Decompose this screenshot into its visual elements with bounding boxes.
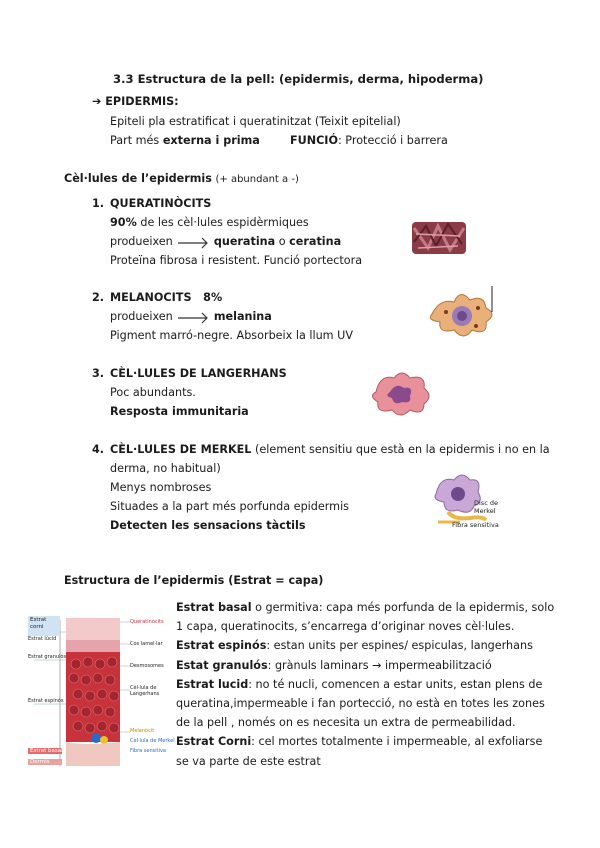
item-1-num: 1. xyxy=(92,197,105,210)
item-2-line3: Pigment marró-negre. Absorbeix la llum UV xyxy=(110,329,353,342)
item-1-line2 xyxy=(110,235,341,249)
label-lucid: Estrat lúcid xyxy=(28,636,57,642)
item-1-queratina: queratina xyxy=(213,235,276,248)
page-title: 3.3 Estructura de la pell: (epidermis, derma, hipoderma) xyxy=(113,72,484,86)
label-desmosomes: Desmosomes xyxy=(130,663,164,669)
arrow-icon: ➔ xyxy=(92,95,102,108)
label-merkel: Cèl·lula de Merkel xyxy=(130,738,175,744)
item-1-o: o xyxy=(275,235,290,248)
label-estrat-corni-1: Estrat xyxy=(30,617,47,623)
item-4-num: 4. xyxy=(92,443,105,456)
layer-granulos-text: : grànuls laminars → impermeabilització xyxy=(267,658,492,672)
label-basal: Estrat basal xyxy=(30,748,63,754)
epidermis-heading: EPIDERMIS: xyxy=(105,95,179,108)
layer-granulos-name: Estat granulós xyxy=(176,658,268,672)
layer-espinos-name: Estrat espinós xyxy=(176,639,267,653)
epidermis-funcio xyxy=(290,134,448,147)
item-1-line1 xyxy=(110,216,309,229)
layer-basal-text: o germitiva: capa més porfunda de la epidermis, solo 1 capa, queratinocits, s’encarrega d’originar noves cèl·lules. xyxy=(176,601,555,634)
layer-descriptions xyxy=(176,598,556,771)
arrow-right-icon xyxy=(176,235,210,249)
epidermis-heading-row xyxy=(92,95,179,108)
label-estrat-corni-2: corni xyxy=(30,624,44,630)
arrow-right-icon xyxy=(176,310,210,324)
cells-heading-note: (+ abundant a -) xyxy=(215,174,299,185)
item-3-name: CÈL·LULES DE LANGERHANS xyxy=(110,367,287,380)
layer-lucid xyxy=(176,678,545,729)
label-queratinocits: Queratinòcits xyxy=(130,619,164,625)
layer-lucid-name: Estrat lucid xyxy=(176,677,249,691)
item-3-line1: Poc abundants. xyxy=(110,386,196,399)
layer-corni-name: Estrat Corni xyxy=(176,735,252,749)
item-4-name: CÈL·LULES DE MERKEL xyxy=(110,443,252,456)
label-espinos: Estrat espinós xyxy=(28,698,64,704)
item-4-name-row xyxy=(110,443,550,456)
merkel-label-2: Merkel xyxy=(474,507,496,515)
layer-granulos xyxy=(176,659,492,672)
layer-corni xyxy=(176,735,542,767)
layer-espinos xyxy=(176,639,533,652)
item-3-line2: Resposta immunitaria xyxy=(110,405,249,418)
item-4-note2: derma, no habitual) xyxy=(110,462,221,475)
layer-basal-name: Estrat basal xyxy=(176,601,252,614)
label-melanocit: Melanòcit xyxy=(130,728,155,734)
item-2-num: 2. xyxy=(92,291,105,304)
label-estrat-corni xyxy=(28,616,60,636)
item-2-name: MELANOCITS 8% xyxy=(110,291,223,304)
item-1-line3: Proteïna fibrosa i resistent. Funció portectora xyxy=(110,254,363,267)
label-fibra: Fibra sensitiva xyxy=(130,748,167,754)
item-1-name: QUERATINÒCITS xyxy=(110,197,212,210)
structure-heading: Estructura de l’epidermis (Estrat = capa) xyxy=(64,574,324,587)
langerhans-cell-image xyxy=(366,366,436,420)
item-1-produeixen: produeixen xyxy=(110,235,173,248)
merkel-label-fibra: Fibra sensitiva xyxy=(452,521,499,529)
label-granulos: Estrat granulós xyxy=(28,654,67,660)
cells-heading: Cèl·lules de l’epidermis xyxy=(64,172,212,185)
merkel-label-1: Disc de xyxy=(474,499,498,507)
epidermis-desc: Epiteli pla estratificat i queratinitzat (Teixit epitelial) xyxy=(110,115,401,128)
item-4-line3: Detecten les sensacions tàctils xyxy=(110,519,306,532)
cells-heading-row xyxy=(64,172,299,185)
item-1-percent: 90% xyxy=(110,216,137,229)
layer-basal xyxy=(176,601,554,633)
part-bold: externa i prima xyxy=(162,134,260,147)
item-4-line2: Situades a la part més porfunda epidermis xyxy=(110,500,350,513)
item-2-produeixen: produeixen xyxy=(110,310,173,323)
layer-lucid-text: : no té nucli, comencen a estar units, estan plens de queratina,impermeable i fan portecció, no està en totes les zones de la pell , només on es necesita un extra de permeabilidad. xyxy=(176,677,545,730)
item-4-note: (element sensitiu que està en la epidermis i no en la xyxy=(251,443,550,456)
funcio-text: : Protecció i barrera xyxy=(337,134,448,147)
epidermis-part xyxy=(110,134,260,147)
funcio-label: FUNCIÓ xyxy=(290,134,338,147)
label-langerhans: Cèl·lula de Langerhans xyxy=(130,685,160,697)
keratinocyte-image xyxy=(408,218,470,258)
epidermis-layers-figure xyxy=(26,614,174,774)
merkel-label-disc xyxy=(474,499,498,515)
layer-espinos-text: : estan units per espines/ espiculas, langerhans xyxy=(266,639,533,653)
item-1-ceratina: ceratina xyxy=(289,235,342,248)
item-3-num: 3. xyxy=(92,367,105,380)
item-4-line1: Menys nombroses xyxy=(110,481,212,494)
part-pre: Part més xyxy=(110,134,160,147)
item-2-melanina: melanina xyxy=(213,310,272,323)
layer-corni-text: : cel mortes totalmente i impermeable, al exfoliarse se va parte de este estrat xyxy=(176,735,543,768)
item-1-line1-rest: de les cèl·lules espidèrmiques xyxy=(136,216,309,229)
label-dermis: Dermis xyxy=(28,759,62,765)
label-cos-lamellar: Cos lamel·lar xyxy=(130,641,163,647)
item-2-line2 xyxy=(110,310,272,324)
melanocyte-image xyxy=(422,284,502,344)
